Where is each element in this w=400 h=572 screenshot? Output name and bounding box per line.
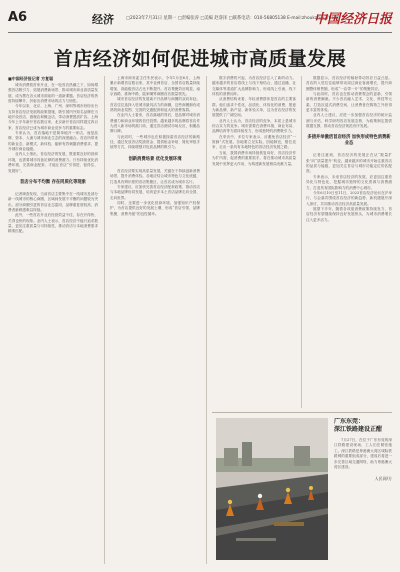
article-paragraph: 业内人士建议，应进一步加强首店经济的统计监测与评估，科学研判首店发展态势，为政策制定提供数据支撑，推动首店经济规范有序发展。 <box>306 113 392 129</box>
article-paragraph: 业内人士指出，首店经济的发展，既需要良好的营商环境，也需要城市具备足够的消费潜力。只有持续优化消费环境，完善商业配套，才能让首店“引得进、留得住、发展好”。 <box>8 152 98 173</box>
article-paragraph: 在业内人士看来，首店落地的背后，是品牌对城市消费潜力和商业环境的信任投票。越来越多的品牌将首店作为进入新市场的敲门砖，通过首店测试市场反应，积累品牌口碑。 <box>110 113 200 134</box>
section-title: 经济 <box>92 13 114 26</box>
masthead <box>8 8 392 30</box>
dateline: □2023年7月31日 星期一 □责编张涛 □美编 赵睿泽 □联系电话：010-56805138 E-mail:zhoukan@jjrbs.cn <box>126 16 341 21</box>
article-paragraph: 业内人士认为，首店经济的竞争，本质上是城市综合实力的竞争。城市需要在消费环境、商业布局、品牌培育等方面持续发力，形成独特的消费吸引力。 <box>212 118 296 134</box>
photo-rule <box>212 412 392 413</box>
article-paragraph: 同时，还要进一步优化营商环境，加强知识产权保护，为首店提供良好的发展土壤，形成“首店引领、品牌集聚、消费升级”的良性循环。 <box>110 200 200 216</box>
article-paragraph: 城市消费看首家开业，在一轮首店热潮之下，如何增强首店吸引力、拓展消费新场景、推动城市商业高质量发展，成为摆在各大城市面前的一道新课题。首店经济的热度持续攀升，折射出消费市场的活力与韧性。 <box>8 83 98 104</box>
article-paragraph: 与此同时，首店也在推动消费观念的更新，引领新的消费潮流。不少首店融入艺术、文化、科技等元素，打造沉浸式消费空间，让消费者在购物之外获得更丰富的体验。 <box>306 92 392 113</box>
photo-caption-block <box>334 418 392 564</box>
masthead-rule <box>8 32 392 33</box>
article-paragraph: 今年以来，北京、上海、广州、深圳等城市纷纷出台支持首店经济发展的政策措施，吸引国内外知名品牌在当地开设首店、旗舰店和概念店，带动消费提质扩容。上海今年上半年新开首店数百家，北京新开首店同样超过四百家，首店经济已成为城市商业竞争力的重要标志。 <box>8 104 98 130</box>
article-column-4 <box>306 76 392 408</box>
article-paragraph: 首店经济要实现高质量发展，关键在于持续创新消费场景，提升消费体验。各地应结合城市特色与文化底蕴，打造具有辨识度的首店集聚区，让首店成为城市名片。 <box>110 168 200 184</box>
article-paragraph: 记者注意到，首店经济的发展正在从“数量扩张”向“质量提升”转变。越来越多的城市开始注重首店的品质与能级，更加关注首店与城市功能定位的匹配度。 <box>306 153 392 174</box>
article-paragraph: 专家表示，未来首店经济的发展，应更加注重差异化与特色化，挖掘城市独特的文化资源与消费潜力，打造具有国际影响力的消费中心城市。 <box>306 174 392 190</box>
article-column-1 <box>8 76 98 564</box>
photo-credit: 人民网/方 <box>374 476 392 482</box>
main-headline: 首店经济如何促进城市高质量发展 <box>53 48 347 70</box>
construction-photo <box>216 418 328 560</box>
photo-caption: 7月27日，在位于广东东莞的深江铁路建设现场，工人们在紧张施工。深江铁路是粤港澳大湾区城际铁路网的重要组成部分，建成后将进一步完善区域交通网络，助力粤港澳大湾区建设。 <box>334 438 392 470</box>
page-number: A6 <box>8 10 28 25</box>
article-paragraph: 专家建议，应加快完善首店经济配套政策，推动首店与本地品牌协同发展，培育更多本土首店品牌走向全国、走向世界。 <box>110 184 200 200</box>
subheading: 首店分布不均衡 存在同质化等现象 <box>20 179 86 185</box>
article-paragraph: 城市首店经济的发展离不开品牌与商圈的双向奔赴。首店往往选择入驻城市最具活力的商圈，这些商圈拥有成熟的商业氛围、完善的交通配套和庞大的消费客群。 <box>110 97 200 113</box>
subheading: 创新消费场景 优化发展环境 <box>128 156 182 162</box>
article-paragraph: 上海市商务委主任朱民表示，今年1月至6月，上海累计新增首店数百家，其中亚洲首店、全国首店数量持续增加，高能级首店占比不断提升。首店集聚效应明显，南京西路、淮海中路、陆家嘴等商圈首店数量领先。 <box>110 76 200 97</box>
article-paragraph: 此外，一些首店开业后经营效益不佳，存在开得快、关得也快的现象。业内人士表示，首店经济不能只追求数量，更应注重质量与可持续性，推动首店与本地消费需求精准匹配。 <box>8 213 98 234</box>
article-paragraph: 数字消费的兴起，为首店经济注入了新的动力。越来越多的首店将线上与线下相结合，通过直播、社交媒体等渠道扩大品牌影响力，形成线上引流、线下体验的消费闭环。 <box>212 76 296 97</box>
article-paragraph: 展望下半年，随着各项促消费政策持续发力，首店经济有望继续保持良好发展势头，为城市消费增长注入更多活力。 <box>306 206 392 222</box>
article-paragraph: 当前，我国消费市场持续恢复向好，首店经济作为扩内需、促消费的重要抓手，将在推动城市高质量发展中发挥更大作用，为构建新发展格局贡献力量。 <box>212 150 296 166</box>
column-divider <box>104 76 105 564</box>
column-divider <box>206 76 207 564</box>
article-paragraph: 记者调查发现，当前首店主要集中在一线城市及部分新一线城市的核心商圈，区域间发展不平衡的问题较为突出，部分商圈引进的首店业态雷同，品牌重复度较高，消费者新鲜感难以持续。 <box>8 191 98 212</box>
article-paragraph: 专家认为，首店落地不是简单地开一家店，而是品牌、资本、人流与城市商业生态的深度融合。首店所带来的新业态、新模式、新体验，能够有效刺激消费需求，提升城市商业能级。 <box>8 131 98 152</box>
article-paragraph: 今年6月10日至11日，2023首店经济论坛在沪举行，与会嘉宾围绕首店经济的新趋势、新机遇展开深入探讨，共同推动首店经济高质量发展。 <box>306 190 392 206</box>
byline: ■中国经济报记者 方复聪 <box>8 76 54 81</box>
article-column-2 <box>110 76 200 564</box>
article-paragraph: 数据显示，首店经济的辐射带动效应日益凸显。首店的入驻往往能够带动周边商业客流增长，提升商圈整体销售额，形成“一店带一片”的集聚效应。 <box>306 76 392 91</box>
article-column-3 <box>212 76 296 408</box>
column-divider <box>301 76 302 408</box>
article-paragraph: 从消费结构来看，年轻消费群体是首店的主要客群。他们追求个性化、品质化、体验化的消费，愿意为新品牌、新产品、新体验买单，这为首店经济的发展提供了广阔空间。 <box>212 97 296 118</box>
photo-title-line2: 深江铁路建设正酣 <box>334 426 383 433</box>
article-paragraph: 在采访中，多位专家表示，应避免首店经济“一窝蜂”式发展，各地要立足实际，因地制宜，错位竞争，走出一条具有本地特色的首店经济发展之路。 <box>212 134 296 150</box>
article-paragraph: 与此同时，一些城市也在积极探索首店经济的新路径，通过发放首店奖励资金、提供租金补贴、简化审批手续等方式，持续增强对优质品牌的吸引力。 <box>110 134 200 150</box>
newspaper-logo: 中国经济日报 <box>313 12 392 27</box>
photo-title: 广东东莞： <box>334 418 365 425</box>
subheading: 多措并举激活首店经济 加快形成特色消费新业态 <box>307 135 391 147</box>
